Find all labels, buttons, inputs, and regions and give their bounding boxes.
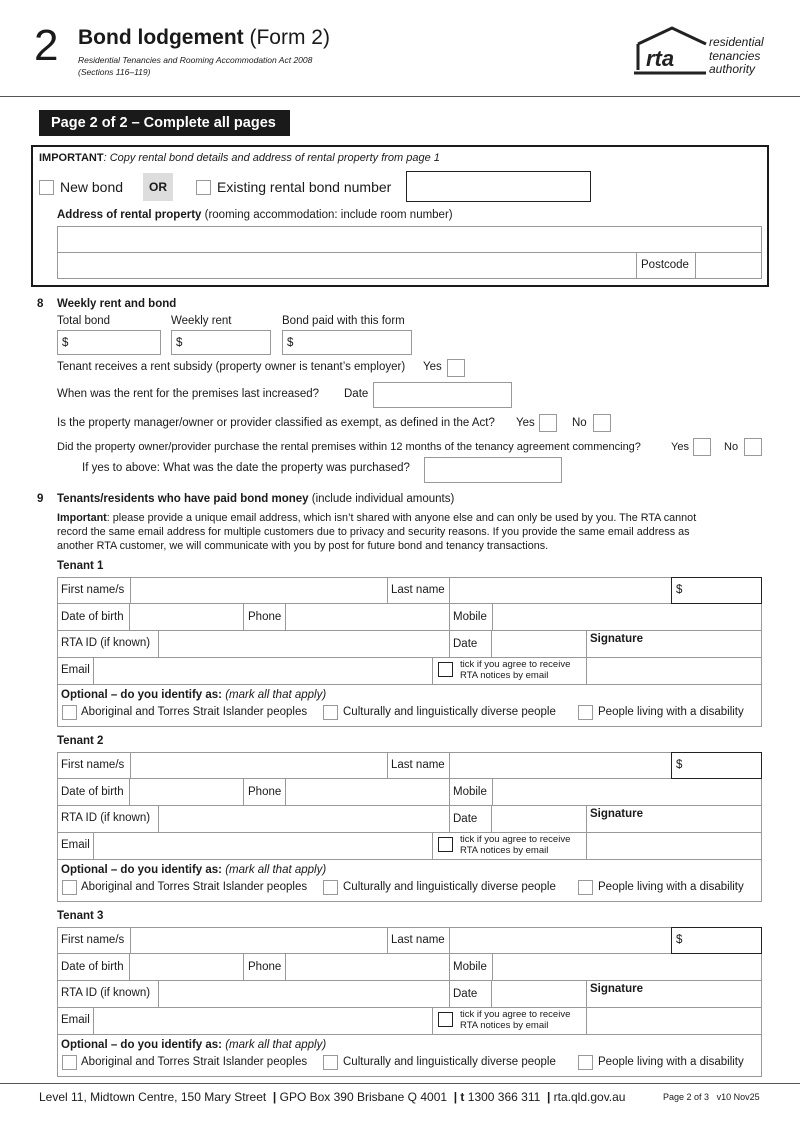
divider (636, 252, 637, 279)
currency-symbol: $ (176, 337, 183, 349)
date-label: Date (344, 388, 369, 400)
email-notices-checkbox[interactable] (438, 837, 453, 852)
email-notices-checkbox[interactable] (438, 662, 453, 677)
purchase-no-checkbox[interactable] (744, 438, 762, 456)
mobile-field[interactable] (493, 604, 761, 629)
page-banner: Page 2 of 2 – Complete all pages (39, 110, 290, 136)
footer-page-info: Page 2 of 3 v10 Nov25 (663, 1092, 760, 1102)
email-notices-checkbox[interactable] (438, 1012, 453, 1027)
email-notices-line2: RTA notices by email (460, 1020, 549, 1031)
rent-subsidy-yes-checkbox[interactable] (447, 359, 465, 377)
date-label: Date (453, 988, 478, 1000)
email-important-note-line3: another RTA customer, we will communicate with you by post for future bond and tenancy transactions. (57, 540, 549, 552)
date-of-birth-field[interactable] (130, 779, 242, 804)
first-name-field[interactable] (131, 753, 386, 777)
currency-symbol: $ (676, 584, 683, 596)
last-name-label: Last name (391, 759, 445, 771)
divider (449, 778, 450, 805)
divider (449, 603, 450, 630)
mobile-label: Mobile (453, 961, 487, 973)
postcode-label: Postcode (641, 259, 689, 271)
signature-label: Signature (590, 633, 644, 645)
rta-id-field[interactable] (159, 806, 449, 831)
important-note: IMPORTANT: Copy rental bond details and address of rental property from page 1 (39, 152, 440, 164)
signature-label: Signature (590, 983, 644, 995)
act-reference: Residential Tenancies and Rooming Accommodation Act 2008 (Sections 116–119) (78, 55, 313, 77)
aboriginal-checkbox[interactable] (62, 705, 77, 720)
no-label: No (724, 441, 739, 453)
bond-amount-field[interactable] (671, 927, 762, 954)
date-label: Date (453, 813, 478, 825)
weekly-rent-label: Weekly rent (171, 315, 232, 327)
email-label: Email (61, 664, 90, 676)
aboriginal-label: Aboriginal and Torres Strait Islander peoples (81, 706, 308, 718)
first-name-label: First name/s (61, 934, 125, 946)
aboriginal-checkbox[interactable] (62, 1055, 77, 1070)
no-label: No (572, 417, 587, 429)
rta-logo (634, 26, 710, 80)
aboriginal-label: Aboriginal and Torres Strait Islander peoples (81, 1056, 308, 1068)
tenant-3-title: Tenant 3 (57, 910, 104, 922)
last-name-field[interactable] (450, 578, 670, 602)
footer-contact: Level 11, Midtown Centre, 150 Mary Street | GPO Box 390 Brisbane Q 4001 | t 1300 366 311 | rta.qld.gov.au (39, 1090, 626, 1104)
total-bond-label: Total bond (57, 315, 111, 327)
cald-label: Culturally and linguistically diverse people (343, 881, 556, 893)
signature-field[interactable] (587, 823, 761, 858)
currency-symbol: $ (62, 337, 69, 349)
email-notices-line1: tick if you agree to receive (460, 1009, 571, 1020)
existing-bond-checkbox[interactable] (196, 180, 211, 195)
currency-symbol: $ (676, 934, 683, 946)
cald-label: Culturally and linguistically diverse people (343, 1056, 556, 1068)
divider (432, 1007, 433, 1034)
section-9-number: 9 (37, 493, 44, 505)
yes-label: Yes (671, 441, 689, 453)
weekly-rent-field[interactable] (171, 330, 271, 355)
divider (449, 630, 450, 657)
purchase-date-question: If yes to above: What was the date the property was purchased? (82, 462, 410, 474)
date-of-birth-label: Date of birth (61, 611, 124, 623)
svg-text:rta: rta (646, 46, 675, 71)
phone-field[interactable] (286, 779, 448, 804)
disability-checkbox[interactable] (578, 705, 593, 720)
mobile-label: Mobile (453, 611, 487, 623)
email-important-note: Important: please provide a unique email address, which isn’t shared with anyone else and can only be used by you. The RTA cannot (57, 512, 697, 524)
signature-label: Signature (590, 808, 644, 820)
cald-label: Culturally and linguistically diverse people (343, 706, 556, 718)
divider (243, 778, 244, 805)
first-name-label: First name/s (61, 584, 125, 596)
rent-increase-date-field[interactable] (373, 382, 512, 408)
signature-field[interactable] (587, 648, 761, 683)
date-field[interactable] (492, 631, 585, 656)
last-name-label: Last name (391, 584, 445, 596)
address-label: Address of rental property (rooming accommodation: include room number) (57, 209, 453, 221)
last-name-field[interactable] (450, 928, 670, 952)
date-field[interactable] (492, 806, 585, 831)
phone-label: Phone (248, 786, 282, 798)
currency-symbol: $ (287, 337, 294, 349)
last-name-label: Last name (391, 934, 445, 946)
header-divider (0, 96, 800, 97)
signature-field[interactable] (587, 998, 761, 1033)
optional-identity-label: Optional – do you identify as: (mark all that apply) (61, 864, 327, 876)
exempt-yes-checkbox[interactable] (539, 414, 557, 432)
email-field[interactable] (94, 658, 431, 683)
currency-symbol: $ (676, 759, 683, 771)
bond-paid-label: Bond paid with this form (282, 315, 405, 327)
section-8-heading: Weekly rent and bond (57, 298, 177, 310)
date-field[interactable] (492, 981, 585, 1006)
bond-amount-field[interactable] (671, 752, 762, 779)
section-9-heading: Tenants/residents who have paid bond money (include individual amounts) (57, 493, 455, 505)
email-field[interactable] (94, 1008, 431, 1033)
divider (432, 657, 433, 684)
cald-checkbox[interactable] (323, 1055, 338, 1070)
date-of-birth-field[interactable] (130, 604, 242, 629)
mobile-field[interactable] (493, 954, 761, 979)
date-of-birth-field[interactable] (130, 954, 242, 979)
divider (449, 953, 450, 980)
rta-id-field[interactable] (159, 981, 449, 1006)
bond-paid-field[interactable] (282, 330, 412, 355)
date-of-birth-label: Date of birth (61, 786, 124, 798)
rent-subsidy-question: Tenant receives a rent subsidy (property owner is tenant’s employer) (57, 361, 406, 373)
optional-identity-label: Optional – do you identify as: (mark all that apply) (61, 1039, 327, 1051)
email-field[interactable] (94, 833, 431, 858)
new-bond-checkbox[interactable] (39, 180, 54, 195)
tenant-2-title: Tenant 2 (57, 735, 104, 747)
phone-field[interactable] (286, 604, 448, 629)
bond-amount-field[interactable] (671, 577, 762, 604)
email-important-note-line2: record the same email address for multiple customers due to privacy and security reasons. If you provide the same email address as (57, 526, 690, 538)
tenant-1-title: Tenant 1 (57, 560, 104, 572)
mobile-field[interactable] (493, 779, 761, 804)
postcode-field[interactable] (696, 253, 761, 278)
divider (243, 603, 244, 630)
exempt-no-checkbox[interactable] (593, 414, 611, 432)
rta-id-field[interactable] (159, 631, 449, 656)
rta-id-label: RTA ID (if known) (61, 812, 151, 824)
disability-checkbox[interactable] (578, 1055, 593, 1070)
date-label: Date (453, 638, 478, 650)
email-notices-line1: tick if you agree to receive (460, 834, 571, 845)
first-name-field[interactable] (131, 928, 386, 952)
or-badge: OR (143, 173, 173, 201)
address-line-1-field[interactable] (57, 226, 762, 253)
optional-identity-label: Optional – do you identify as: (mark all that apply) (61, 689, 327, 701)
divider (432, 832, 433, 859)
email-notices-line2: RTA notices by email (460, 670, 549, 681)
form-title: Bond lodgement (Form 2) (78, 26, 330, 49)
last-name-field[interactable] (450, 753, 670, 777)
footer-divider (0, 1083, 800, 1084)
disability-label: People living with a disability (598, 1056, 744, 1068)
rent-increase-question: When was the rent for the premises last increased? (57, 388, 320, 400)
first-name-label: First name/s (61, 759, 125, 771)
divider (243, 953, 244, 980)
email-label: Email (61, 1014, 90, 1026)
purchase-date-field[interactable] (424, 457, 562, 483)
mobile-label: Mobile (453, 786, 487, 798)
divider (387, 577, 388, 603)
rta-id-label: RTA ID (if known) (61, 637, 151, 649)
section-number: 2 (34, 21, 59, 70)
email-notices-line2: RTA notices by email (460, 845, 549, 856)
new-bond-label: New bond (60, 179, 124, 195)
divider (387, 927, 388, 953)
existing-bond-label: Existing rental bond number (217, 179, 392, 195)
existing-bond-number-field[interactable] (406, 171, 591, 202)
divider (387, 752, 388, 778)
yes-label: Yes (423, 361, 442, 373)
purchase-yes-checkbox[interactable] (693, 438, 711, 456)
phone-label: Phone (248, 611, 282, 623)
cald-checkbox[interactable] (323, 880, 338, 895)
date-of-birth-label: Date of birth (61, 961, 124, 973)
rta-id-label: RTA ID (if known) (61, 987, 151, 999)
section-8-number: 8 (37, 298, 44, 310)
email-label: Email (61, 839, 90, 851)
email-notices-line1: tick if you agree to receive (460, 659, 571, 670)
phone-label: Phone (248, 961, 282, 973)
yes-label: Yes (516, 417, 535, 429)
cald-checkbox[interactable] (323, 705, 338, 720)
first-name-field[interactable] (131, 578, 386, 602)
purchase-question: Did the property owner/provider purchase the rental premises within 12 months of the tenancy agreement commencing? (57, 441, 641, 453)
divider (449, 980, 450, 1007)
exempt-question: Is the property manager/owner or provider classified as exempt, as defined in the Act? (57, 417, 495, 429)
disability-checkbox[interactable] (578, 880, 593, 895)
aboriginal-label: Aboriginal and Torres Strait Islander peoples (81, 881, 308, 893)
total-bond-field[interactable] (57, 330, 161, 355)
aboriginal-checkbox[interactable] (62, 880, 77, 895)
rta-logo-text: residential tenancies authority (709, 35, 764, 76)
disability-label: People living with a disability (598, 706, 744, 718)
divider (449, 805, 450, 832)
disability-label: People living with a disability (598, 881, 744, 893)
phone-field[interactable] (286, 954, 448, 979)
